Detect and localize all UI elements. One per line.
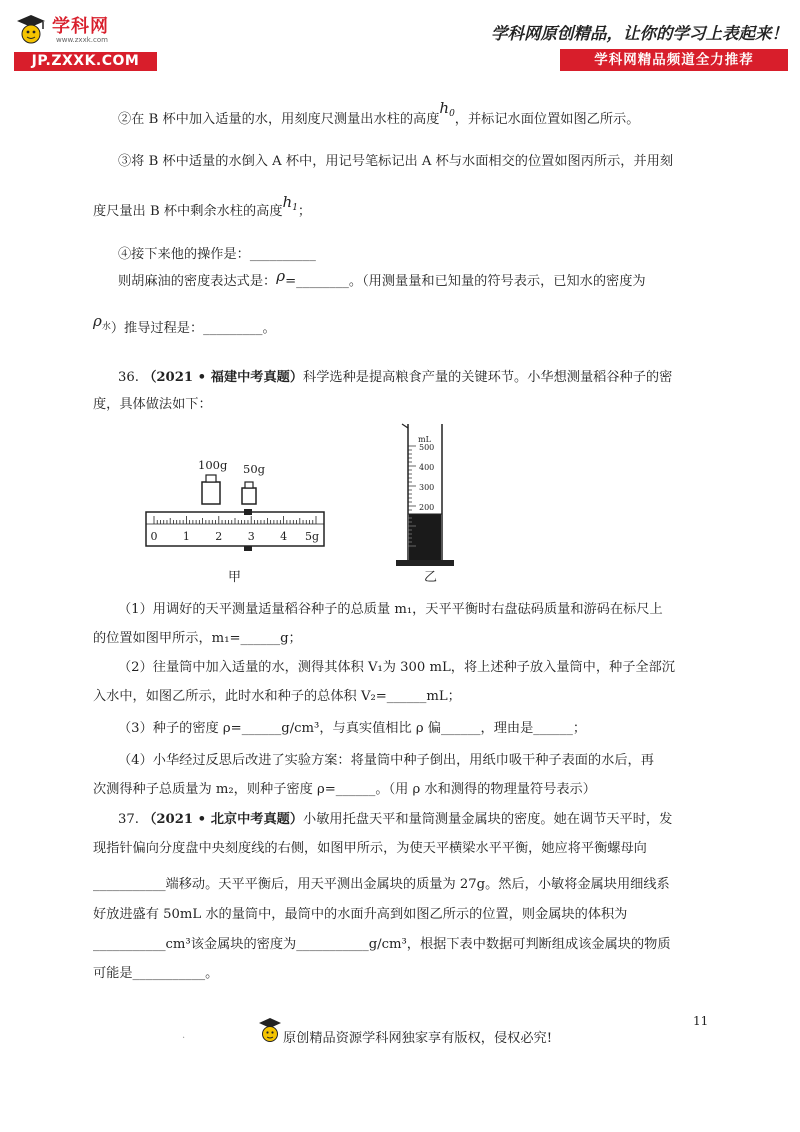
question-number: 36.	[118, 370, 139, 385]
cylinder-mark-label: 500	[419, 443, 435, 452]
logo-text: 学科网	[52, 16, 109, 37]
question-37-line-1	[118, 808, 672, 827]
question-37-line-4: 好放进盛有 50mL 水的量筒中，最筒中的水面升高到如图乙所示的位置，则金属块的体积为	[93, 907, 628, 922]
figure-caption-left: 甲	[228, 570, 242, 585]
question-37-line-3: ___________端移动。天平平衡后，用天平测出金属块的质量为 27g。然后，小敏将金属块用细线系	[93, 877, 670, 892]
line-step-3-cont	[93, 193, 312, 221]
weight-label-50g: 50g	[243, 462, 265, 476]
weight-100g-icon	[202, 475, 220, 504]
question-37-line-5: ___________cm³该金属块的密度为___________g/cm³，根据下表中数据可判断组成该金属块的物质	[93, 937, 671, 952]
text: ）推导过程是：_________。	[110, 321, 276, 336]
balance-scale-ruler	[146, 509, 324, 551]
logo-url-bar: JP.ZXXK.COM	[14, 52, 157, 71]
cylinder-unit-label: mL	[418, 435, 431, 444]
line-step-4: ④接下来他的操作是：__________	[118, 247, 316, 262]
weight-label-100g: 100g	[198, 458, 228, 472]
text: =________。（用测量量和已知量的符号表示，已知水的密度为	[285, 274, 646, 289]
question-source: （2021 • 北京中考真题）	[143, 812, 304, 827]
q36-part-4-line-1: （4）小华经过反思后改进了实验方案：将量筒中种子倒出，用纸巾吸干种子表面的水后，再	[118, 753, 654, 768]
figure-36	[140, 420, 500, 590]
text: 科学选种是提高粮食产量的关键环节。小华想测量稻谷种子的密	[303, 370, 673, 385]
line-step-3: ③将 B 杯中适量的水倒入 A 杯中，用记号笔标记出 A 杯与水面相交的位置如图丙所示，并用刻	[118, 154, 674, 169]
page-number: 11	[693, 1014, 709, 1028]
text: 小敏用托盘天平和量筒测量金属块的密度。她在调节天平时，发	[303, 812, 673, 827]
header-slogan: 学科网原创精品，让你的学习上表起来！	[491, 24, 788, 43]
logo-subtext: www.zxxk.com	[56, 36, 108, 44]
figure-caption-right: 乙	[424, 570, 438, 585]
ruler-tick-label: 3	[247, 530, 255, 543]
q36-part-1-line-1: （1）用调好的天平测量适量稻谷种子的总质量 m₁，天平平衡时右盘砝码质量和游码在标尺上	[118, 602, 663, 617]
q36-part-3: （3）种子的密度 ρ=______g/cm³，与真实值相比 ρ 偏______，理由是______；	[118, 721, 587, 736]
question-number: 37.	[118, 812, 139, 827]
ruler-tick-label: 0	[150, 530, 158, 543]
line-step-2	[118, 99, 640, 129]
line-density-expr	[118, 267, 646, 289]
text: ，并标记水面位置如图乙所示。	[454, 112, 640, 127]
cylinder-mark-label: 400	[419, 463, 435, 472]
q36-part-4-line-2: 次测得种子总质量为 m₂，则种子密度 ρ=______。（用 ρ 水和测得的物理量符号表示）	[93, 782, 596, 797]
text: 则胡麻油的密度表达式是：	[118, 274, 277, 289]
symbol-h1: $h_1$	[282, 193, 298, 213]
ruler-tick-label: 4	[280, 530, 288, 543]
weight-50g-icon	[242, 482, 256, 504]
symbol-h0: $h_0$	[439, 99, 455, 119]
question-36-line-1	[118, 366, 672, 385]
question-37-line-2: 现指针偏向分度盘中央刻度线的右侧，如图甲所示，为使天平横梁水平平衡，她应将平衡螺母向	[93, 841, 647, 856]
q36-part-2-line-1: （2）往量筒中加入适量的水，测得其体积 V₁为 300 mL，将上述种子放入量筒中，种子全部沉	[118, 660, 675, 675]
question-37-line-6: 可能是___________。	[93, 966, 219, 981]
cylinder-mark-label: 300	[419, 483, 435, 492]
text: ；	[297, 204, 312, 219]
footer-copyright: 原创精品资源学科网独家享有版权，侵权必究!	[283, 1031, 553, 1046]
ruler-tick-label: 1	[182, 530, 190, 543]
footer-dot: .	[182, 1030, 186, 1041]
header-banner: 学科网精品频道全力推荐	[560, 49, 788, 71]
text: 度尺量出 B 杯中剩余水柱的高度	[93, 204, 283, 219]
symbol-rho-water: $\rho_水$	[93, 312, 111, 332]
q36-part-2-line-2: 入水中，如图乙所示，此时水和种子的总体积 V₂=______mL；	[93, 689, 461, 704]
ruler-tick-label: 2	[215, 530, 223, 543]
logo-mascot-icon	[16, 13, 46, 47]
question-source: （2021 • 福建中考真题）	[143, 370, 304, 385]
ruler-tick-label: 5g	[304, 530, 320, 543]
cylinder-mark-label: 200	[419, 503, 435, 512]
question-36-line-2: 度，具体做法如下：	[93, 397, 212, 412]
symbol-rho: ρ	[276, 267, 286, 285]
line-rho-water	[93, 312, 276, 338]
q36-part-1-line-2: 的位置如图甲所示，m₁=______g；	[93, 631, 302, 646]
text: ②在 B 杯中加入适量的水，用刻度尺测量出水柱的高度	[118, 112, 440, 127]
footer-mascot-icon	[258, 1016, 282, 1050]
